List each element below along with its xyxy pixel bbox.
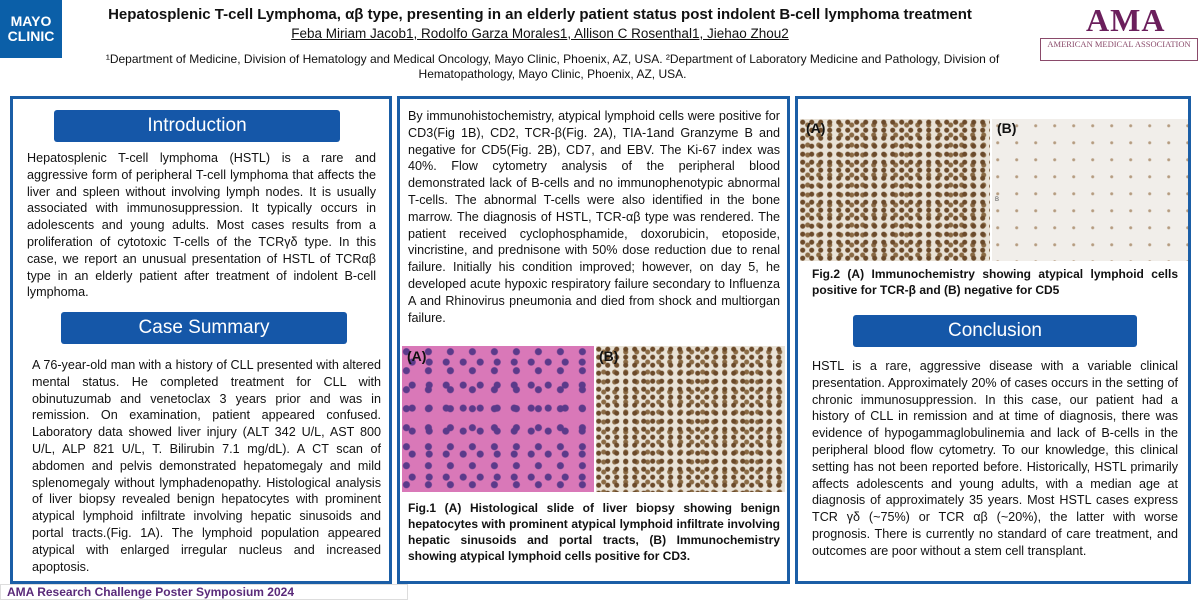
affiliations: ¹Department of Medicine, Division of Hematology and Medical Oncology, Mayo Clinic, Phoenix, AZ, USA. ²Department of Laboratory Medicine and Pathology, Division of Hematopathology, Mayo Clinic, Phoenix, AZ, USA. (105, 52, 1000, 81)
right-panel (795, 96, 1191, 584)
introduction-heading: Introduction (54, 110, 340, 142)
mayo-clinic-logo (0, 0, 62, 58)
ama-logo-subtitle: AMERICAN MEDICAL ASSOCIATION (1040, 38, 1198, 61)
introduction-text: Hepatosplenic T-cell lymphoma (HSTL) is a rare and aggressive form of peripheral T-cell lymphoma that affects the liver and spleen without involving lymph nodes. It is usually associated with immunosuppression. It typically occurs in adolescents and young adults. Most cases results from a proliferation of cytotoxic T-cells of the TCRγδ type. In this case, we report an unusual presentation of HSTL of TCRαβ type in an elderly patient after treatment of indolent B-cell lymphoma. (27, 151, 376, 300)
figure-1-caption: Fig.1 (A) Histological slide of liver biopsy showing benign hepatocytes with prominent atypical lymphoid infiltrate involving hepatic sinusoids and portal tracts, (B) Immunochemistry showing atypical lymphoid cells positive for CD3. (408, 501, 780, 563)
figure-2-tiny-label: B (995, 197, 1000, 203)
author-3: , Allison C Rosenthal1 (567, 26, 700, 41)
figure-2-caption: Fig.2 (A) Immunochemistry showing atypical lymphoid cells positive for TCR-β and (B) negative for CD5 (812, 267, 1178, 297)
figure-2a-ihc-image (800, 119, 990, 261)
author-list (70, 26, 1010, 41)
figure-2b-label: (B) (997, 120, 1017, 136)
author-4: , Jiehao Zhou2 (699, 26, 789, 41)
conclusion-heading: Conclusion (853, 315, 1137, 347)
mayo-logo-line-2: CLINIC (7, 28, 55, 44)
author-1: Feba Miriam Jacob1 (291, 26, 414, 41)
middle-panel (397, 96, 790, 584)
ihc-findings-text: By immunohistochemistry, atypical lymphoid cells were positive for CD3(Fig 1B), CD2, TCR-β(Fig. 2A), TIA-1and Granzyme B and negative for CD5(Fig. 2B), CD7, and EBV. The Ki-67 index was 40%. Flow cytometry analysis of the peripheral blood demonstrated lack of B-cells and no immunophenotypic abnormal T-cells. The abnormal T-cells were also identified in the bone marrow. The diagnosis of HSTL, TCR-αβ type was rendered. The patient received cyclophosphamide, doxorubicin, etoposide, vincristine, and prednisone with 50% dose reduction due to renal failure. Initially his condition improved; however, on day 5, he developed acute hypoxic respiratory failure secondary to Influenza A and Rhinovirus pneumonia and died from shock and multiorgan failure. (408, 109, 780, 325)
poster-title: Hepatosplenic T-cell Lymphoma, αβ type, presenting in an elderly patient status post indolent B-cell lymphoma treatment (108, 6, 972, 23)
case-summary-heading: Case Summary (61, 312, 347, 344)
mayo-logo-line-1: MAYO (10, 13, 52, 29)
figure-1b-label: (B) (599, 348, 619, 364)
figure-1b-ihc-image (596, 346, 785, 492)
figure-2b-ihc-image (992, 119, 1188, 261)
case-summary-text: A 76-year-old man with a history of CLL presented with altered mental status. He completed treatment for CLL with obinutuzumab and venetoclax 3 years prior and was in remission. On examination, patient appeared confused. Laboratory data showed liver injury (ALT 342 U/L, AST 800 U/L, ALP 821 U/L, T. Bilirubin 7.1 mg/dL). A CT scan of abdomen and pelvis demonstrated hepatomegaly and mild splenomegaly without lymphadenopathy. Histological analysis of liver biopsy revealed benign hepatocytes with prominent atypical lymphoid infiltrate involving hepatic sinusoids and portal tracts.(Fig. 1A). The lymphoid population appeared atypical with enlarged irregular nucleus and increased apoptosis. (32, 358, 381, 574)
symposium-footer: AMA Research Challenge Poster Symposium 2024 (0, 584, 408, 600)
figure-1a-histology-image (402, 346, 594, 492)
author-2: , Rodolfo Garza Morales1 (413, 26, 568, 41)
conclusion-text: HSTL is a rare, aggressive disease with a variable clinical presentation. Approximately 20% of cases occurs in the setting of chronic immunosuppression. In this case, our patient had a history of CLL in remission and at time of diagnosis, there was evidence of hypogammaglobulinemia and lack of B-cells in the peripheral blood flow cytometry. To our knowledge, this clinical setting has not been reported before. Historically, HSTL primarily affects adolescents and young adults, with a median age at diagnosis of approximately 35 years. Most HSTL cases express TCR γδ (~75%) or TCR αβ (~20%), the latter with worse prognosis. There is currently no standard of care treatment, and outcomes are poor without a stem cell transplant. (812, 359, 1178, 558)
left-panel (10, 96, 392, 584)
figure-1a-label: (A) (407, 348, 427, 364)
figure-2a-label: (A) (806, 120, 826, 136)
ama-logo: AMA (1086, 2, 1166, 38)
